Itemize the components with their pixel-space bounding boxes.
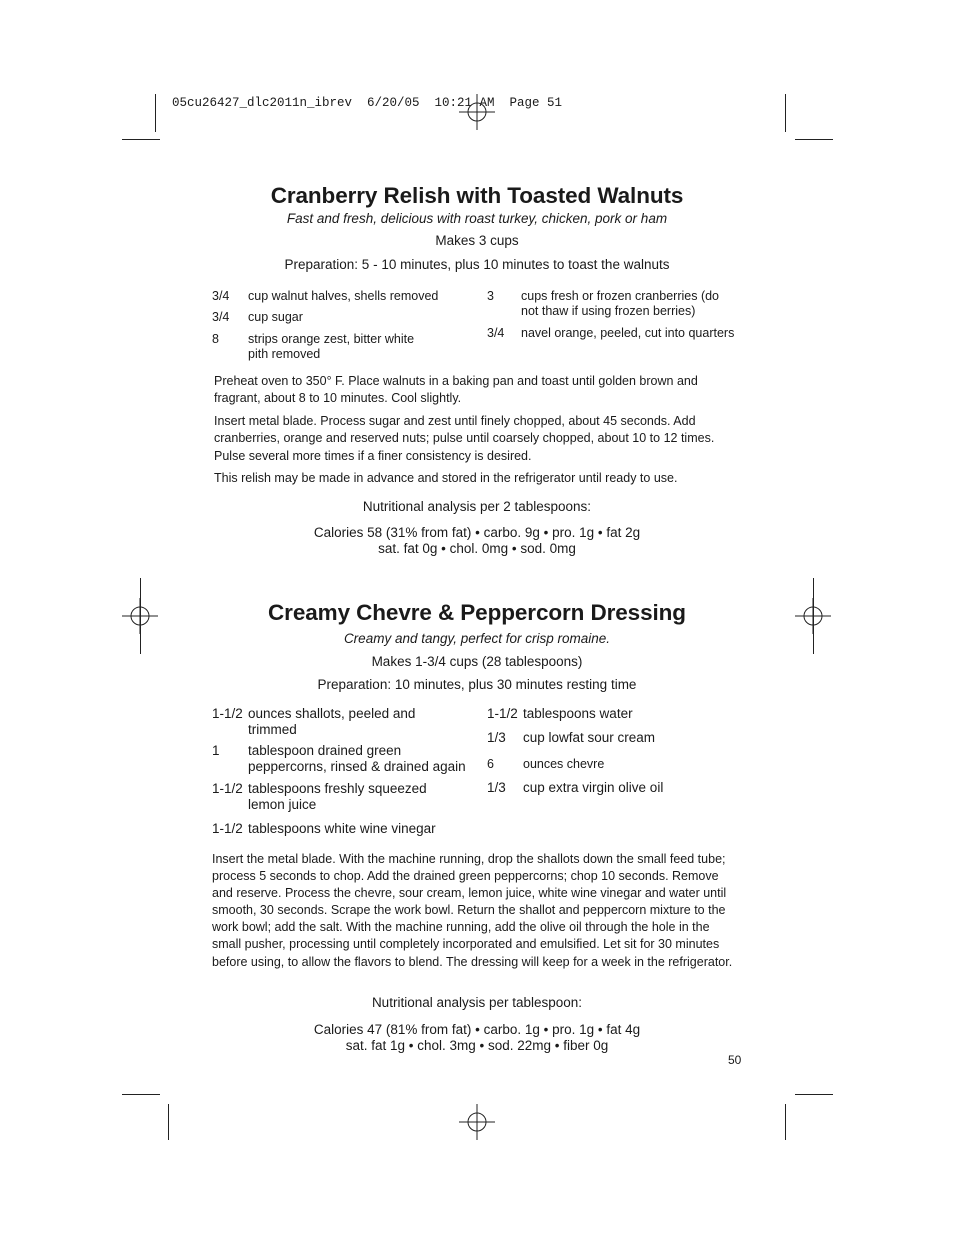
ingredient-text: tablespoon drained green peppercorns, rinsed & drained again — [248, 743, 466, 774]
crop-mark — [122, 139, 160, 140]
recipe-step: Preheat oven to 350° F. Place walnuts in a baking pan and toast until golden brown and fragrant, about 8 to 10 minutes. Cool slightly. — [214, 374, 698, 406]
recipe-prep-time: Preparation: 10 minutes, plus 30 minutes resting time — [317, 677, 637, 692]
ingredient-text: ounces shallots, peeled and trimmed — [248, 706, 416, 737]
ingredient-text: ounces chevre — [523, 757, 605, 771]
ingredient-item — [212, 289, 472, 305]
recipe-title: Cranberry Relish with Toasted Walnuts — [270, 183, 684, 208]
ingredient-qty: 8 — [212, 332, 219, 346]
ingredient-qty: 1-1/2 — [487, 706, 518, 721]
recipe-step: This relish may be made in advance and stored in the refrigerator until ready to use. — [214, 471, 678, 485]
ingredient-text: tablespoons white wine vinegar — [248, 821, 436, 836]
registration-mark-icon — [459, 1104, 495, 1140]
ingredient-text: cup sugar — [248, 310, 303, 324]
ingredient-qty: 1 — [212, 743, 220, 758]
crop-mark — [168, 1104, 169, 1140]
crop-mark — [785, 1104, 786, 1140]
nutrition-line: sat. fat 1g • chol. 3mg • sod. 22mg • fiber 0g — [345, 1038, 609, 1053]
crop-mark — [785, 94, 786, 132]
crop-mark — [795, 1094, 833, 1095]
ingredient-text: cup extra virgin olive oil — [523, 780, 664, 795]
ingredient-item — [212, 743, 472, 775]
nutrition-line: Calories 47 (81% from fat) • carbo. 1g • pro. 1g • fat 4g — [313, 1022, 641, 1037]
ingredient-qty: 1-1/2 — [212, 706, 243, 721]
ingredient-qty: 3/4 — [212, 289, 230, 303]
ingredient-qty: 1-1/2 — [212, 781, 243, 796]
ingredient-item — [487, 706, 747, 722]
recipe-step: Insert the metal blade. With the machine running, drop the shallots down the small feed tube; process 5 seconds to chop. Add the drained green peppercorns; chop 10 seconds. Remove and reserve. Process the chevre, sour cream, lemon juice, white wine vinegar and water until smooth, 30 seconds. Scrape the work bowl. Return the shallot and peppercorn mixture to the work bowl; add the salt. With the machine running, add the olive oil through the hole in the small pusher, processing until completely incorporated and emulsified. Let sit for 30 minutes before using, to allow the flavors to blend. The dressing will keep for a week in the refrigerator. — [212, 852, 733, 969]
ingredient-text: tablespoons freshly squeezed lemon juice — [248, 781, 427, 812]
ingredient-item — [487, 730, 747, 746]
ingredient-item — [212, 332, 472, 364]
nutrition-line: sat. fat 0g • chol. 0mg • sod. 0mg — [378, 541, 576, 556]
page-number: 50 — [728, 1053, 742, 1067]
print-slug: 05cu26427_dlc2011n_ibrev 6/20/05 10:21 AM Page 51 — [172, 96, 563, 110]
recipe-subtitle: Fast and fresh, delicious with roast turkey, chicken, pork or ham — [286, 211, 668, 226]
ingredient-item — [212, 706, 472, 738]
recipe-yield: Makes 3 cups — [435, 233, 519, 248]
nutrition-heading: Nutritional analysis per tablespoon: — [371, 995, 583, 1010]
registration-mark-icon — [459, 94, 495, 130]
crop-mark — [155, 94, 156, 132]
ingredient-item — [487, 289, 747, 321]
ingredient-text: cup walnut halves, shells removed — [248, 289, 439, 303]
ingredient-qty: 1/3 — [487, 780, 506, 795]
ingredient-item — [487, 757, 747, 773]
recipe-title: Creamy Chevre & Peppercorn Dressing — [268, 600, 686, 625]
ingredient-text: cup lowfat sour cream — [523, 730, 656, 745]
recipe-prep-time: Preparation: 5 - 10 minutes, plus 10 minutes to toast the walnuts — [284, 257, 670, 272]
recipe-yield: Makes 1-3/4 cups (28 tablespoons) — [371, 654, 583, 669]
ingredient-item — [212, 781, 472, 813]
crop-mark — [122, 1094, 160, 1095]
ingredient-text: cups fresh or frozen cranberries (do not thaw if using frozen berries) — [521, 289, 720, 318]
recipe-subtitle: Creamy and tangy, perfect for crisp romaine. — [343, 631, 611, 646]
ingredient-qty: 1/3 — [487, 730, 506, 745]
ingredient-qty: 1-1/2 — [212, 821, 243, 836]
ingredient-item — [212, 310, 472, 326]
ingredient-text: strips orange zest, bitter white pith removed — [248, 332, 415, 361]
ingredient-item — [487, 780, 747, 796]
nutrition-heading: Nutritional analysis per 2 tablespoons: — [362, 499, 592, 514]
crop-mark — [795, 139, 833, 140]
ingredient-text: tablespoons water — [523, 706, 633, 721]
recipe-step: Insert metal blade. Process sugar and zest until finely chopped, about 45 seconds. Add cranberries, orange and reserved nuts; pulse until coarsely chopped, about 10 to 12 times. Pulse several more times if a finer consistency is desired. — [214, 414, 715, 463]
ingredient-qty: 6 — [487, 757, 494, 771]
ingredient-qty: 3/4 — [487, 326, 505, 340]
nutrition-line: Calories 58 (31% from fat) • carbo. 9g • pro. 1g • fat 2g — [313, 525, 641, 540]
ingredient-text: navel orange, peeled, cut into quarters — [521, 326, 735, 340]
ingredient-qty: 3 — [487, 289, 494, 303]
ingredient-item — [487, 326, 747, 342]
ingredient-qty: 3/4 — [212, 310, 230, 324]
ingredient-item — [212, 821, 472, 837]
